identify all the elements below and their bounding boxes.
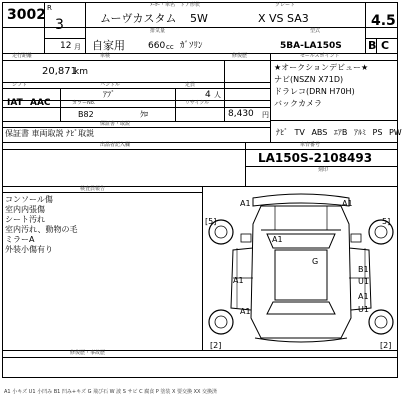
damage-right-u1b: U1 [358,305,369,314]
equipment-airbag: ｴｱB [333,128,348,137]
grade: X VS SA3 [258,12,309,25]
fuel-type: ｶﾞｿﾘﾝ [180,41,203,51]
lot-number: 3002 [7,7,46,23]
recycle-fee: 8,430 [228,109,254,119]
equipment-pw: PW [388,128,402,137]
equipment-alloy: ｱﾙﾐ [353,128,366,137]
month-unit: 月 [74,43,81,51]
equipment-navi: ﾅﾋﾞ [276,128,288,137]
damage-right-u1a: U1 [358,277,369,286]
damage-hood-right: A1 [342,199,353,208]
sales-point-1: ★オークションデビュー★ [274,63,369,72]
tire-front-left: [5] [205,217,217,226]
interior-score: B [368,39,377,52]
era-letter: R [47,4,52,12]
maker-model: ムーヴカスタム [100,12,177,25]
car-damage-diagram [203,188,398,350]
note-4: 室内汚れ、動物の毛 [5,225,78,234]
model-year: 3 [55,17,64,33]
color-code: B82 [78,110,94,119]
model-code: 5BA-LA150S [280,41,342,51]
equipment-tv: TV [294,128,305,137]
tire-rear-left: [2] [210,341,222,350]
tire-rear-right: [2] [380,341,392,350]
sales-point-4: バックカメラ [274,99,322,108]
chassis-number: LA150S-2108493 [258,151,373,165]
recycle-unit: 円 [262,111,269,119]
damage-right-a1: A1 [358,292,369,301]
overall-score: 4.5 [371,13,396,29]
displacement: 660 [148,41,166,51]
equipment-abs: ABS [311,128,328,137]
equipment-ps: PS [372,128,383,137]
note-1: コンソール傷 [5,195,53,204]
damage-left-side: A1 [233,276,244,285]
note-5: ミラーA [5,235,35,244]
exterior-score: C [381,39,390,52]
steering: ｱﾌﾞ [103,90,115,99]
registration-month: 12 [60,41,72,51]
damage-right-b1: B1 [358,265,369,274]
damage-rear-a1: A1 [240,307,251,316]
seat-unit: 人 [214,91,221,99]
note-3: シート汚れ [5,215,45,224]
displacement-unit: cc [166,43,174,51]
note-6: 外装小傷有り [5,245,53,254]
transmission: IAT [7,98,23,108]
note-2: 室内内張傷 [5,205,45,214]
sales-point-2: ナビ(NSZN X71D) [274,75,344,84]
documents: 保証書 車両取説 ﾅﾋﾞ取説 [5,129,95,138]
damage-roof-a: A1 [272,235,283,244]
seat-count: 4 [205,90,211,100]
tire-front-right: 5] [382,217,391,226]
aircon: AAC [30,98,51,108]
usage-type: 自家用 [92,39,125,52]
mileage: 20,871 [42,66,77,77]
legend-footer: A1 小キズ U1 小凹み B1 凹み+キズ G 飛び石 W 波 S サビ C 腐食 P 塗装 X 要交換 XX 交換済 [4,389,218,395]
damage-hood-left: A1 [240,199,251,208]
damage-roof-g: G [312,257,319,266]
sales-point-3: ドラレコ(DRN H70H) [274,87,355,96]
mileage-unit: km [74,67,88,77]
equipment-row [276,129,402,137]
color-name: ｸﾛ [140,110,148,119]
door-type: 5W [190,12,208,25]
